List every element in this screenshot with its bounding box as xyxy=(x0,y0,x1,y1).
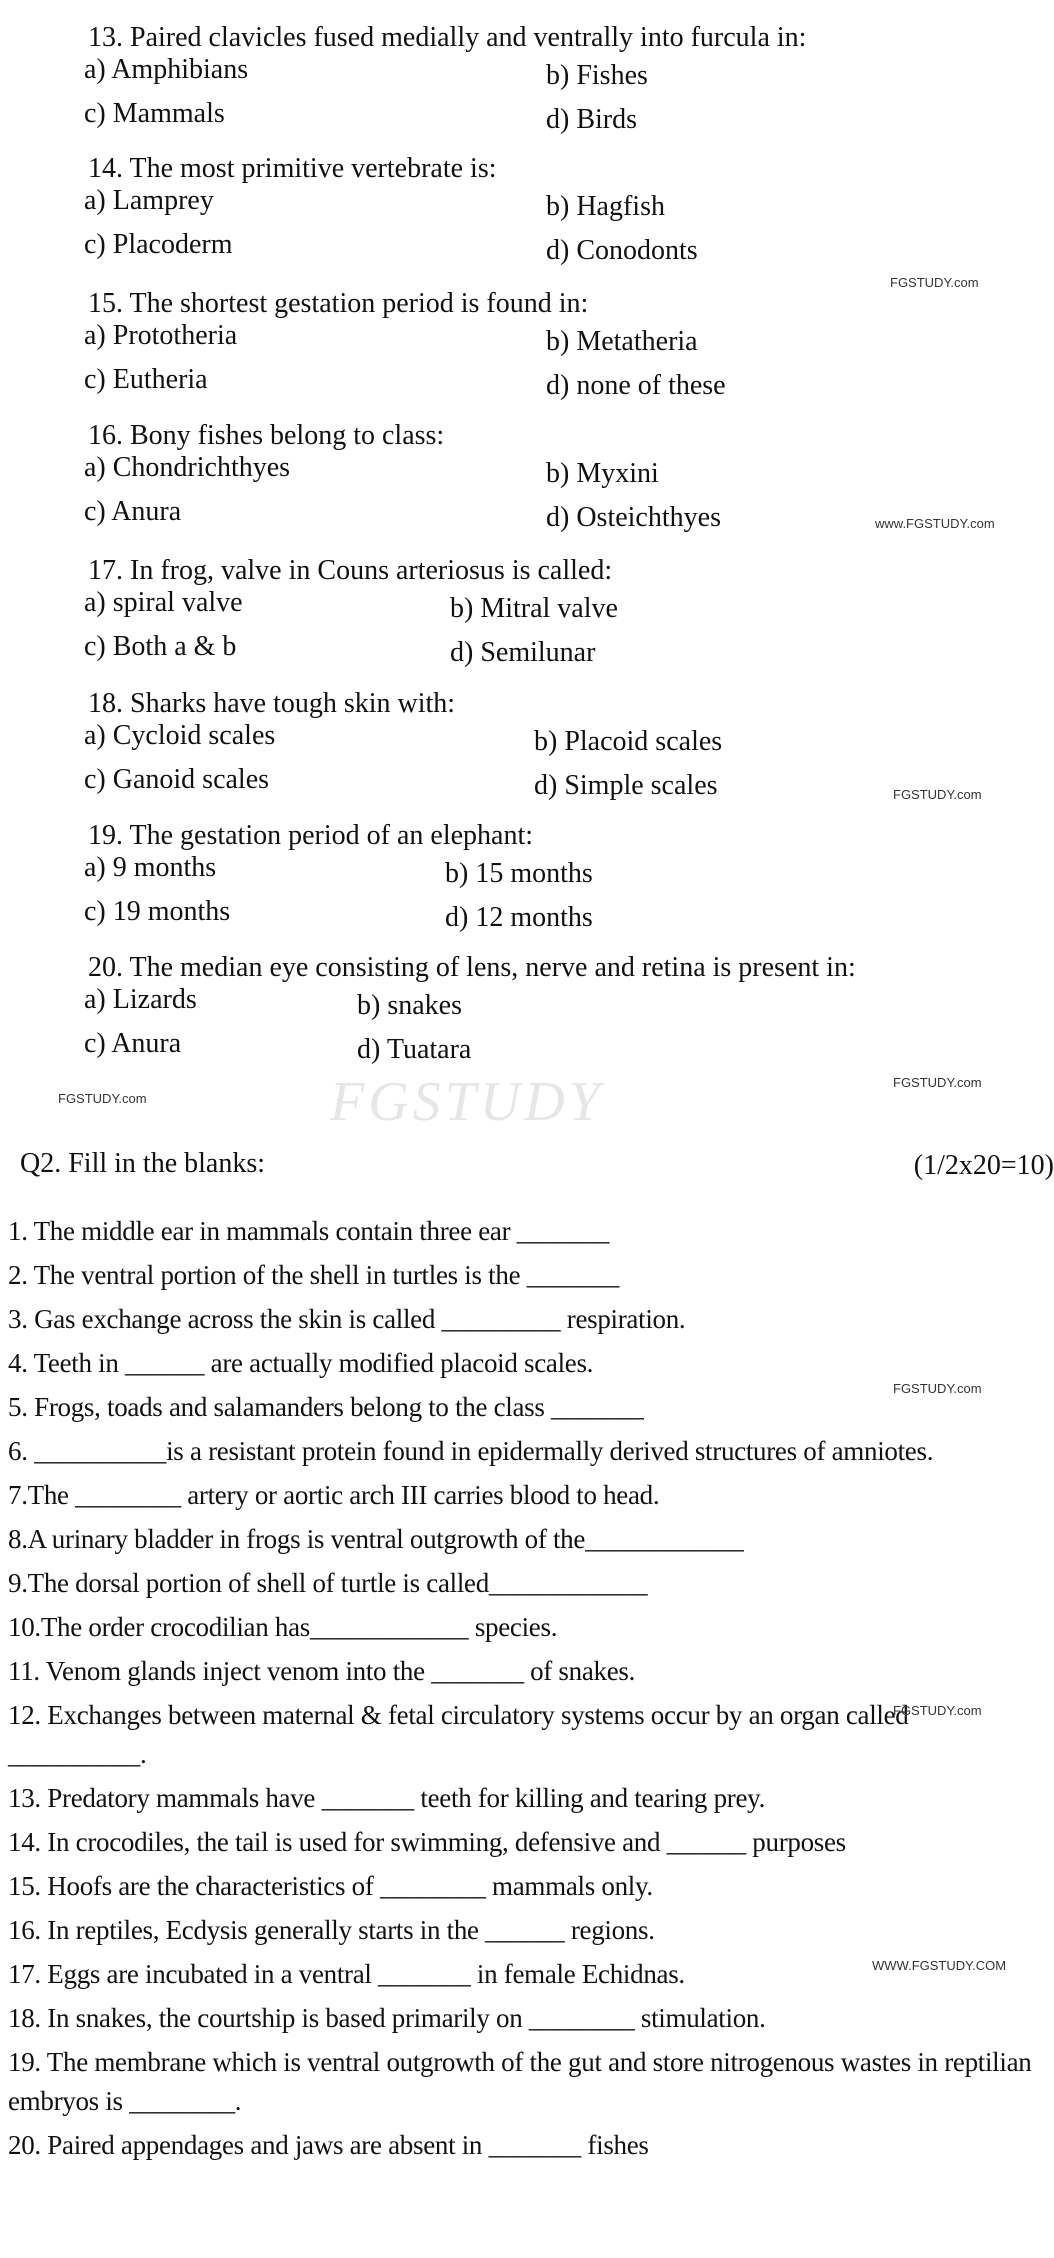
fill-blank-item: 20. Paired appendages and jaws are absent in _______ fishes xyxy=(8,2130,649,2160)
option-d: d) Osteichthyes xyxy=(546,502,721,533)
option-b: b) 15 months xyxy=(445,858,593,889)
fill-blank-item: 7.The ________ artery or aortic arch III carries blood to head. xyxy=(8,1480,660,1510)
option-d: d) Conodonts xyxy=(546,235,698,266)
watermark: FGSTUDY.com xyxy=(893,1075,982,1090)
question-text: 13. Paired clavicles fused medially and ventrally into furcula in: xyxy=(88,22,807,53)
option-a: a) spiral valve xyxy=(84,587,243,618)
fgstudy-logo-watermark: FGSTUDY xyxy=(330,1071,604,1133)
watermark: FGSTUDY.com xyxy=(893,787,982,802)
option-c: c) Eutheria xyxy=(84,364,208,395)
option-d: d) 12 months xyxy=(445,902,593,933)
watermark: FGSTUDY.com xyxy=(893,1381,982,1396)
option-a: a) 9 months xyxy=(84,852,217,883)
question-text: 20. The median eye consisting of lens, nerve and retina is present in: xyxy=(88,952,856,983)
fill-blank-item: 6. __________is a resistant protein found in epidermally derived structures of amniotes. xyxy=(8,1436,934,1466)
fill-blank-item: 13. Predatory mammals have _______ teeth for killing and tearing prey. xyxy=(8,1783,766,1813)
option-a: a) Lamprey xyxy=(84,185,214,216)
watermark: WWW.FGSTUDY.COM xyxy=(872,1958,1007,1973)
question-text: 14. The most primitive vertebrate is: xyxy=(88,153,497,184)
fill-blank-item: 16. In reptiles, Ecdysis generally starts in the ______ regions. xyxy=(8,1915,655,1945)
fill-blank-item: 17. Eggs are incubated in a ventral _______ in female Echidnas. xyxy=(8,1959,685,1989)
fill-blank-item: 3. Gas exchange across the skin is called _________ respiration. xyxy=(8,1304,686,1334)
fill-blank-item: 8.A urinary bladder in frogs is ventral outgrowth of the____________ xyxy=(8,1524,744,1554)
option-d: d) none of these xyxy=(546,370,726,401)
option-a: a) Amphibians xyxy=(84,54,249,85)
option-c: c) Placoderm xyxy=(84,229,233,260)
watermark: FGSTUDY.com xyxy=(890,275,979,290)
question-text: 16. Bony fishes belong to class: xyxy=(88,420,445,451)
fill-blank-item: 9.The dorsal portion of shell of turtle is called____________ xyxy=(8,1568,648,1598)
question-text: 15. The shortest gestation period is found in: xyxy=(88,288,589,319)
option-a: a) Prototheria xyxy=(84,320,238,351)
fill-blank-item: 5. Frogs, toads and salamanders belong to the class _______ xyxy=(8,1392,644,1422)
option-c: c) Mammals xyxy=(84,98,225,129)
option-b: b) snakes xyxy=(357,990,462,1021)
option-b: b) Metatheria xyxy=(546,326,698,357)
fill-blank-item: 14. In crocodiles, the tail is used for swimming, defensive and ______ purposes xyxy=(8,1827,846,1857)
option-d: d) Tuatara xyxy=(357,1034,472,1065)
fill-blank-item: 12. Exchanges between maternal & fetal circulatory systems occur by an organ called __________. xyxy=(8,1700,909,1769)
fill-blank-item: 10.The order crocodilian has____________ species. xyxy=(8,1612,558,1642)
fill-blanks-section xyxy=(8,1212,1052,2170)
option-c: c) 19 months xyxy=(84,896,231,927)
option-c: c) Ganoid scales xyxy=(84,764,270,795)
fill-blank-item: 19. The membrane which is ventral outgrowth of the gut and store nitrogenous wastes in reptilian embryos is ________. xyxy=(8,2047,1032,2116)
fill-blank-item: 4. Teeth in ______ are actually modified placoid scales. xyxy=(8,1348,594,1378)
option-c: c) Anura xyxy=(84,496,182,527)
option-c: c) Both a & b xyxy=(84,631,237,662)
question-text: 17. In frog, valve in Couns arteriosus is called: xyxy=(88,555,613,586)
q2-title: Q2. Fill in the blanks: xyxy=(20,1148,265,1179)
option-b: b) Placoid scales xyxy=(534,726,723,757)
fill-blank-item: 11. Venom glands inject venom into the _______ of snakes. xyxy=(8,1656,636,1686)
question-text: 19. The gestation period of an elephant: xyxy=(88,820,534,851)
option-b: b) Hagfish xyxy=(546,191,665,222)
option-d: d) Birds xyxy=(546,104,637,135)
watermark: FGSTUDY.com xyxy=(893,1703,982,1718)
fill-blank-item: 2. The ventral portion of the shell in turtles is the _______ xyxy=(8,1260,620,1290)
fill-blank-item: 18. In snakes, the courtship is based primarily on ________ stimulation. xyxy=(8,2003,766,2033)
fill-blank-item: 1. The middle ear in mammals contain three ear _______ xyxy=(8,1216,610,1246)
option-a: a) Lizards xyxy=(84,984,197,1015)
watermark: FGSTUDY.com xyxy=(58,1091,147,1106)
option-c: c) Anura xyxy=(84,1028,182,1059)
option-d: d) Semilunar xyxy=(450,637,596,668)
option-b: b) Myxini xyxy=(546,458,659,489)
option-b: b) Fishes xyxy=(546,60,648,91)
q2-marks: (1/2x20=10) xyxy=(913,1150,1054,1181)
watermark: www.FGSTUDY.com xyxy=(875,516,995,531)
option-a: a) Chondrichthyes xyxy=(84,452,291,483)
question-text: 18. Sharks have tough skin with: xyxy=(88,688,456,719)
fill-blank-item: 15. Hoofs are the characteristics of ________ mammals only. xyxy=(8,1871,653,1901)
option-b: b) Mitral valve xyxy=(450,593,618,624)
option-a: a) Cycloid scales xyxy=(84,720,276,751)
option-d: d) Simple scales xyxy=(534,770,718,801)
